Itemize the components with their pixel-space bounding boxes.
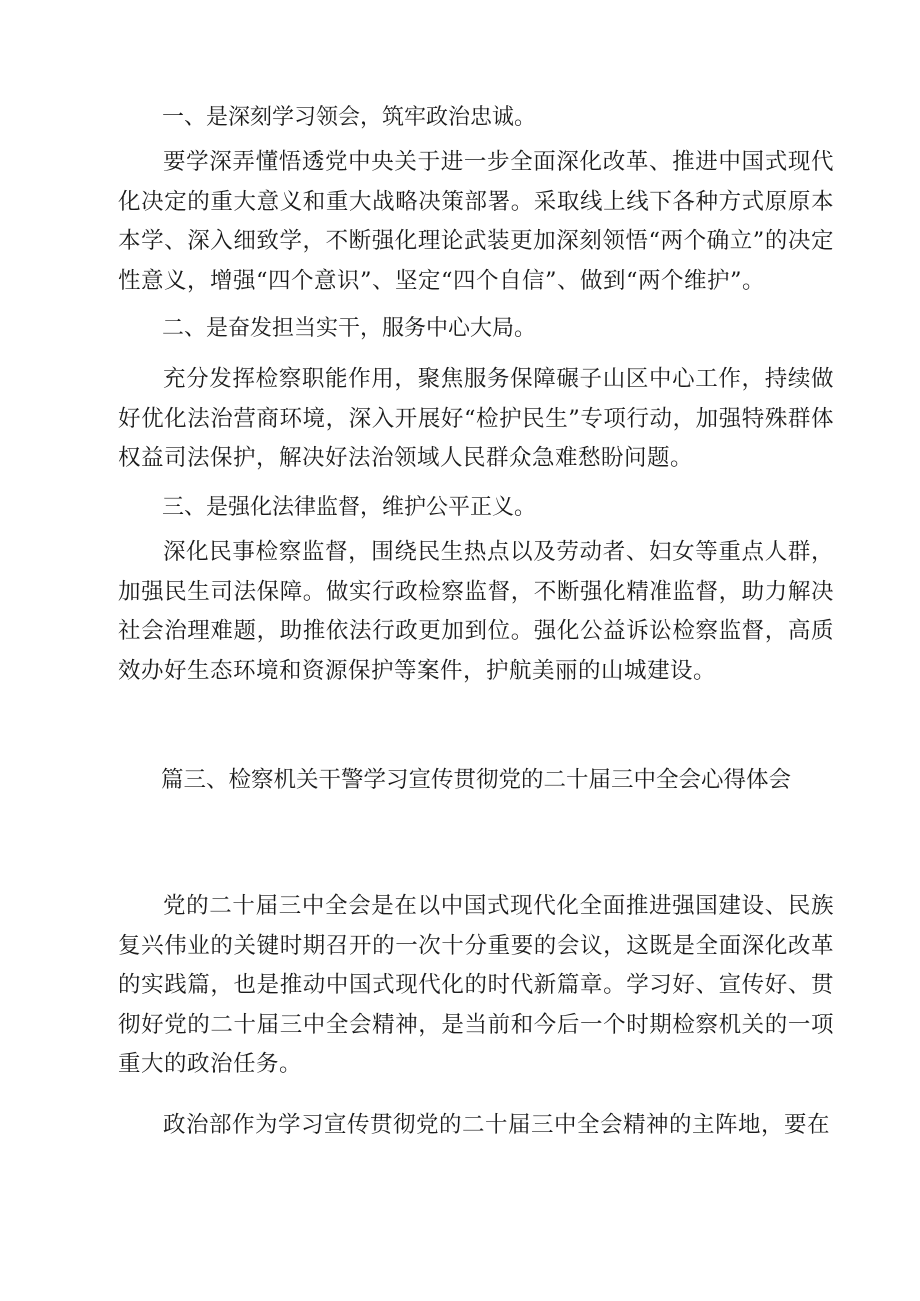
article-title: 篇三、检察机关干警学习宣传贯彻党的二十届三中全会心得体会 (160, 767, 791, 793)
section-2-heading: 二、是奋发担当实干，服务中心大局。 (162, 316, 537, 341)
section-1-heading: 一、是深刻学习领会，筑牢政治忠诚。 (162, 105, 537, 130)
article-paragraph-2: 政治部作为学习宣传贯彻党的二十届三中全会精神的主阵地，要在 (163, 1112, 831, 1138)
section-3-body: 深化民事检察监督，围绕民生热点以及劳动者、妇女等重点人群，加强民生司法保障。做实行政检察监督，不断强化精准监督，助力解决社会治理难题，助推依法行政更加到位。强化公益诉讼检察监督，高质效办好生态环境和资源保护等案件，护航美丽的山城建设。 (118, 539, 834, 684)
section-3-heading: 三、是强化法律监督，维护公平正义。 (162, 495, 537, 520)
article-paragraph-1: 党的二十届三中全会是在以中国式现代化全面推进强国建设、民族复兴伟业的关键时期召开的一次十分重要的会议，这既是全面深化改革的实践篇，也是推动中国式现代化的时代新篇章。学习好、宣传好、贯彻好党的二十届三中全会精神，是当前和今后一个时期检察机关的一项重大的政治任务。 (118, 893, 834, 1077)
section-2-body: 充分发挥检察职能作用，聚焦服务保障碾子山区中心工作，持续做好优化法治营商环境，深入开展好“检护民生”专项行动，加强特殊群体权益司法保护，解决好法治领域人民群众急难愁盼问题。 (118, 366, 834, 471)
section-1-body: 要学深弄懂悟透党中央关于进一步全面深化改革、推进中国式现代化决定的重大意义和重大战略决策部署。采取线上线下各种方式原原本本学、深入细致学，不断强化理论武装更加深刻领悟“两个确立”的决定性意义，增强“四个意识”、坚定“四个自信”、做到“两个维护”。 (118, 149, 834, 294)
